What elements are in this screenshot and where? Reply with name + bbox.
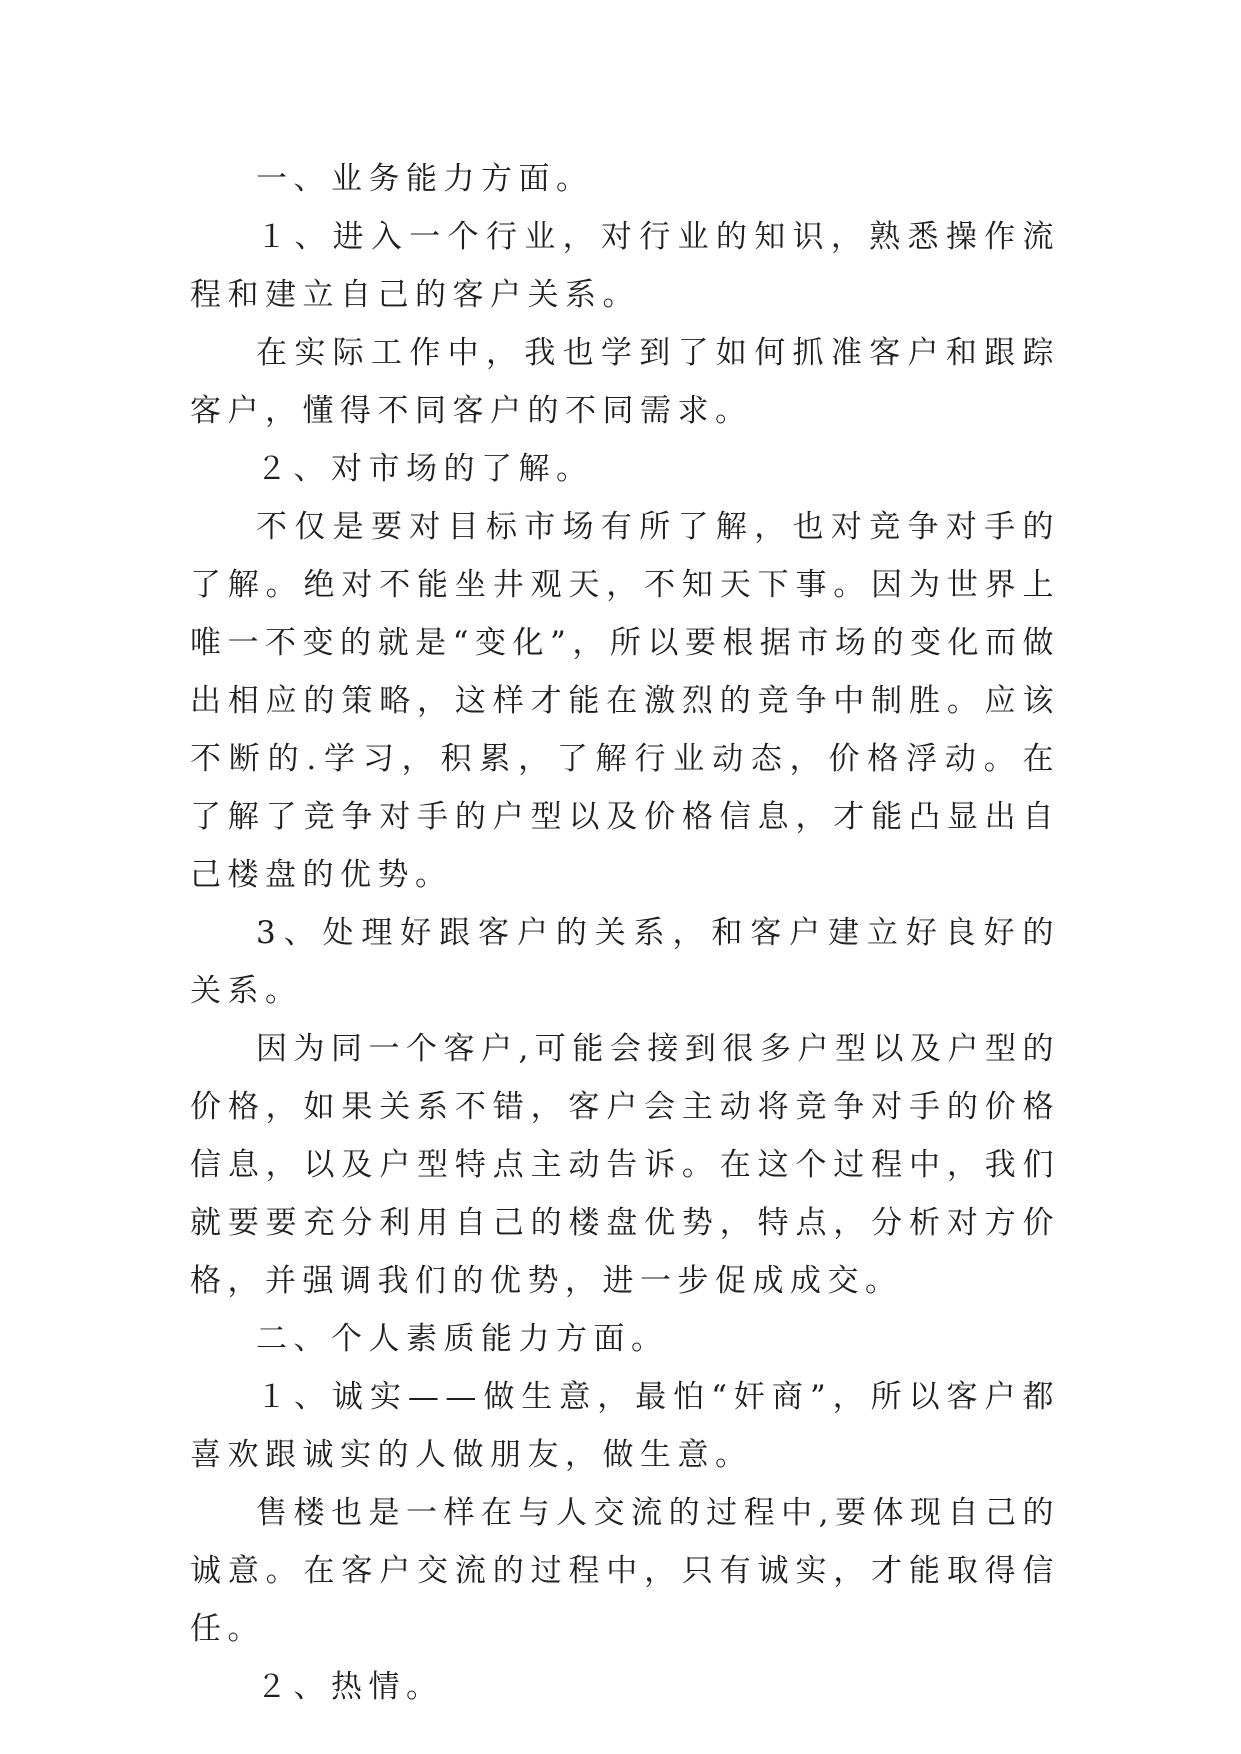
paragraph-point-2-market: ２、对市场的了解。 (256, 451, 594, 487)
paragraph-point-2-enthusiasm: ２、热情。 (256, 1669, 444, 1705)
paragraph-honesty-detail: 售楼也是一样在与人交流的过程中,要体现自己的诚意。在客户交流的过程中，只有诚实，才能取得信任。 (190, 1495, 1060, 1647)
paragraph-point-1-industry: １、进入一个行业，对行业的知识，熟悉操作流程和建立自己的客户关系。 (190, 219, 1060, 313)
document-body (190, 150, 1060, 1716)
section-heading-personal-quality: 二、个人素质能力方面。 (256, 1321, 669, 1357)
paragraph-market-understanding: 不仅是要对目标市场有所了解，也对竞争对手的了解。绝对不能坐井观天，不知天下事。因为世界上唯一不变的就是“变化”，所以要根据市场的变化而做出相应的策略，这样才能在激烈的竞争中制胜。应该不断的.学习，积累，了解行业动态，价格浮动。在了解了竞争对手的户型以及价格信息，才能凸显出自己楼盘的优势。 (190, 509, 1060, 893)
section-heading-business-ability: 一、业务能力方面。 (256, 161, 594, 197)
paragraph-point-3-customer-relations: 3、处理好跟客户的关系，和客户建立好良好的关系。 (190, 915, 1060, 1009)
paragraph-customer-relations-detail: 因为同一个客户,可能会接到很多户型以及户型的价格，如果关系不错，客户会主动将竞争对手的价格信息，以及户型特点主动告诉。在这个过程中，我们就要要充分利用自己的楼盘优势，特点，分析对方价格，并强调我们的优势，进一步促成成交。 (190, 1031, 1060, 1299)
paragraph-point-1-honesty: １、诚实——做生意，最怕“奸商”，所以客户都喜欢跟诚实的人做朋友，做生意。 (190, 1379, 1060, 1473)
paragraph-work-experience: 在实际工作中，我也学到了如何抓准客户和跟踪客户，懂得不同客户的不同需求。 (190, 335, 1060, 429)
